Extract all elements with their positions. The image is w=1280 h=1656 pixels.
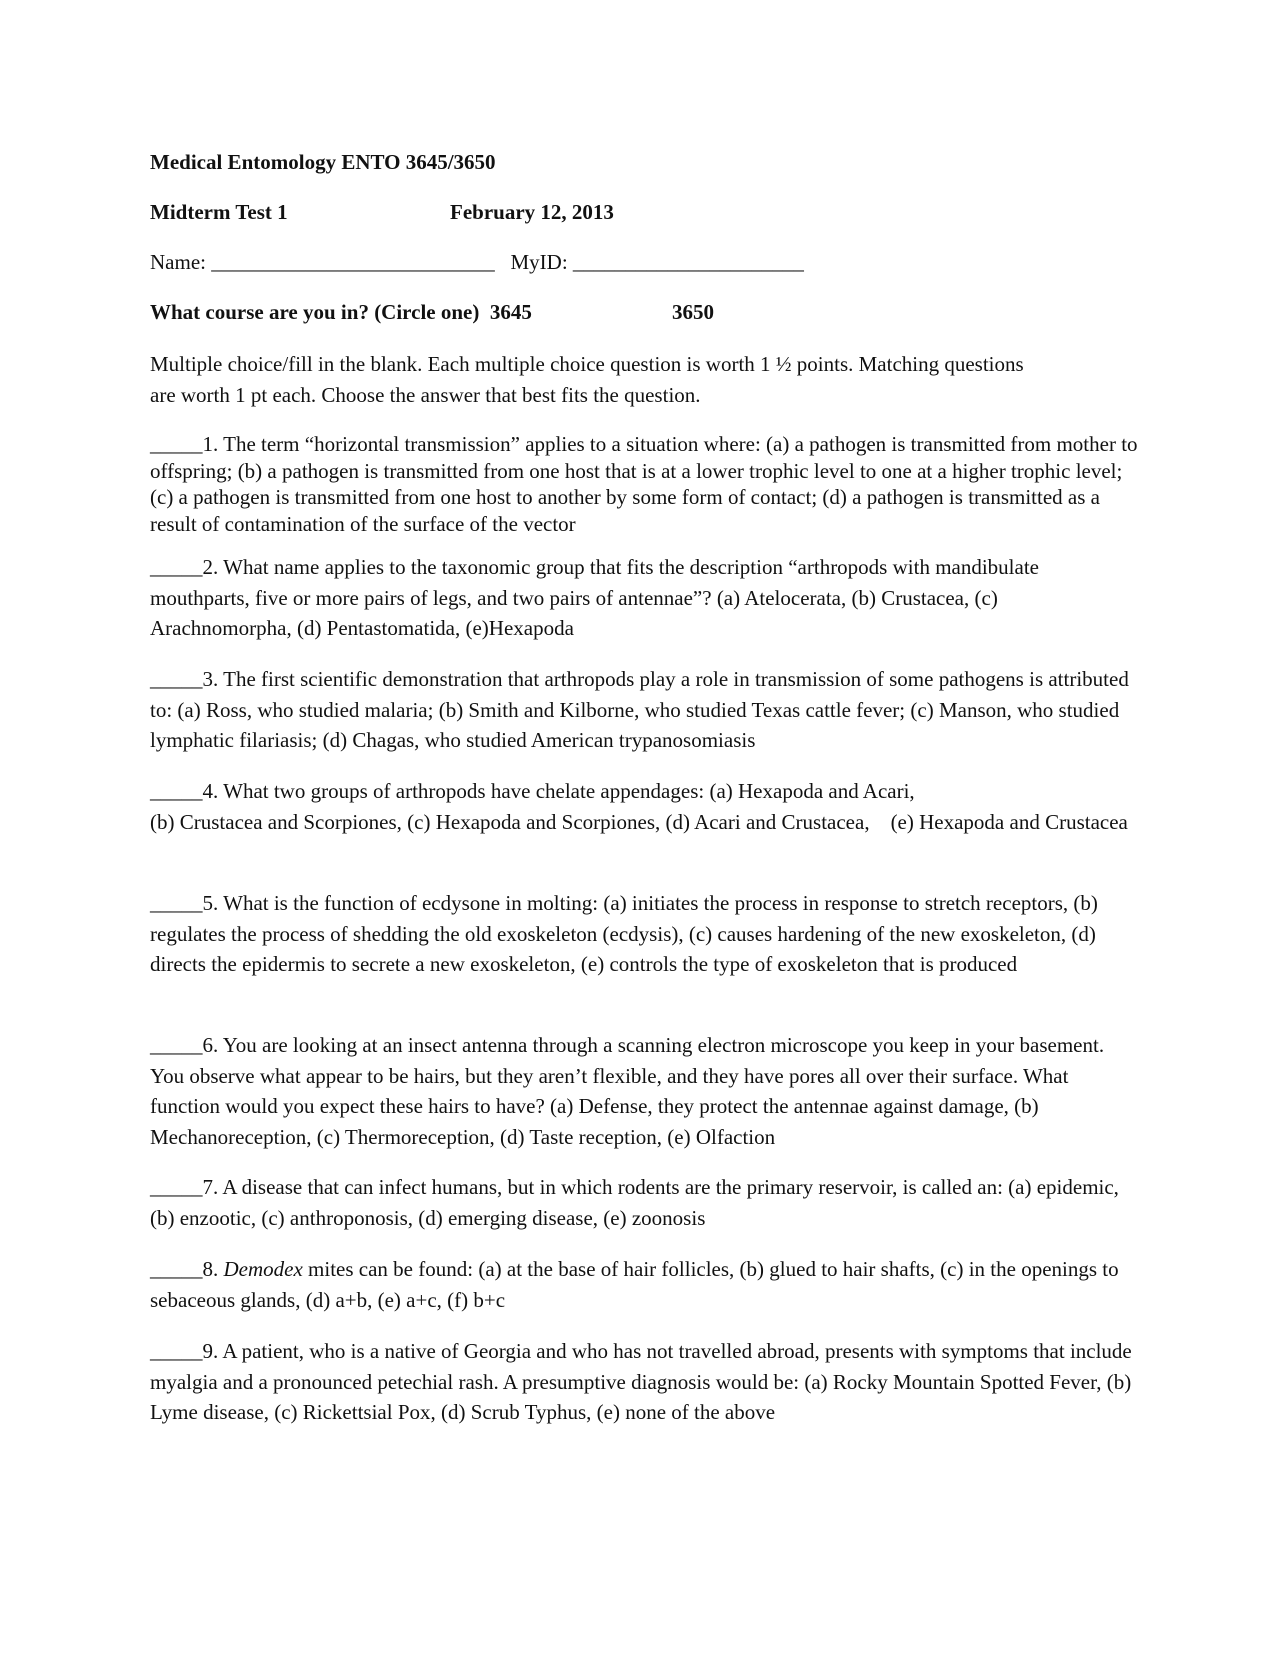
answer-blank[interactable]: _____ <box>150 1339 203 1363</box>
instructions-line-2: are worth 1 pt each. Choose the answer that best fits the question. <box>150 382 701 407</box>
course-option-3645[interactable]: 3645 <box>489 300 532 324</box>
answer-blank[interactable]: _____ <box>150 779 203 803</box>
answer-blank[interactable]: _____ <box>150 1175 203 1199</box>
name-line <box>150 250 804 275</box>
question-2 <box>150 552 1140 644</box>
genus-name: Demodex <box>223 1257 303 1281</box>
question-text: mites can be found: (a) at the base of hair follicles, (b) glued to hair shafts, (c) in the openings to sebaceous glands, (d) a+b, (e) a+c, (f) b+c <box>150 1257 1119 1312</box>
question-text-rest: (b) Crustacea and Scorpiones, (c) Hexapoda and Scorpiones, (d) Acari and Crustacea, (e) Hexapoda and Crustacea <box>150 809 1128 834</box>
question-text: 9. A patient, who is a native of Georgia and who has not travelled abroad, presents with symptoms that include myalgia and a pronounced petechial rash. A presumptive diagnosis would be: (a) Rocky Mountain Spotted Fever, (b) Lyme disease, (c) Rickettsial Pox, (d) Scrub Typhus, (e) none of the above <box>150 1339 1132 1424</box>
course-title: Medical Entomology ENTO 3645/3650 <box>150 150 496 174</box>
question-8 <box>150 1254 1140 1315</box>
answer-blank[interactable]: _____ <box>150 667 203 691</box>
question-1 <box>150 431 1140 537</box>
question-text-line-1: 4. What two groups of arthropods have chelate appendages: (a) Hexapoda and Acari, <box>202 779 915 803</box>
question-3 <box>150 664 1140 756</box>
question-number: 8. <box>202 1257 224 1281</box>
question-text: 6. You are looking at an insect antenna through a scanning electron microscope you keep in your basement. You observe what appear to be hairs, but they aren’t flexible, and they have pores all over their surface. What function would you expect these hairs to have? (a) Defense, they protect the antennae against damage, (b) Mechanoreception, (c) Thermoreception, (d) Taste reception, (e) Olfaction <box>150 1033 1105 1149</box>
answer-blank[interactable]: _____ <box>150 555 203 579</box>
myid-field[interactable]: ______________________ <box>572 250 804 274</box>
answer-blank[interactable]: _____ <box>150 891 203 915</box>
instructions <box>150 349 1140 410</box>
answer-blank[interactable]: _____ <box>150 1033 203 1057</box>
name-field[interactable]: ___________________________ <box>211 250 495 274</box>
question-7 <box>150 1172 1140 1233</box>
name-label: Name: <box>150 250 206 274</box>
course-question <box>150 300 714 325</box>
question-text: 3. The first scientific demonstration that arthropods play a role in transmission of some pathogens is attributed to: (a) Ross, who studied malaria; (b) Smith and Kilborne, who studied Texas cattle fever; (c) Manson, who studied lymphatic filariasis; (d) Chagas, who studied American trypanosomiasis <box>150 667 1129 752</box>
question-text: 7. A disease that can infect humans, but in which rodents are the primary reservoir, is called an: (a) epidemic, (b) enzootic, (c) anthroponosis, (d) emerging disease, (e) zoonosis <box>150 1175 1119 1230</box>
instructions-line-1: Multiple choice/fill in the blank. Each multiple choice question is worth 1 ½ points. Matching questions <box>150 352 1024 376</box>
question-9 <box>150 1336 1140 1428</box>
myid-label: MyID: <box>510 250 568 274</box>
answer-blank[interactable]: _____ <box>150 432 203 456</box>
course-question-label: What course are you in? (Circle one) <box>150 300 480 324</box>
question-text: 1. The term “horizontal transmission” applies to a situation where: (a) a pathogen is transmitted from mother to offspring; (b) a pathogen is transmitted from one host that is at a lower trophic level to one at a higher trophic level; (c) a pathogen is transmitted from one host to another by some form of contact; (d) a pathogen is transmitted as a result of contamination of the surface of the vector <box>150 432 1138 536</box>
question-5 <box>150 888 1140 980</box>
test-name: Midterm Test 1 <box>150 200 288 224</box>
test-date: February 12, 2013 <box>450 200 614 224</box>
question-text: 2. What name applies to the taxonomic group that fits the description “arthropods with mandibulate mouthparts, five or more pairs of legs, and two pairs of antennae”? (a) Atelocerata, (b) Crustacea, (c) Arachnomorpha, (d) Pentastomatida, (e)Hexapoda <box>150 555 1039 640</box>
question-text: 5. What is the function of ecdysone in molting: (a) initiates the process in response to stretch receptors, (b) regulates the process of shedding the old exoskeleton (ecdysis), (c) causes hardening of the new exoskeleton, (d) directs the epidermis to secrete a new exoskeleton, (e) controls the type of exoskeleton that is produced <box>150 891 1098 976</box>
question-6 <box>150 1030 1140 1152</box>
answer-blank[interactable]: _____ <box>150 1257 203 1281</box>
course-option-3650[interactable]: 3650 <box>672 300 714 324</box>
question-4 <box>150 776 1140 837</box>
